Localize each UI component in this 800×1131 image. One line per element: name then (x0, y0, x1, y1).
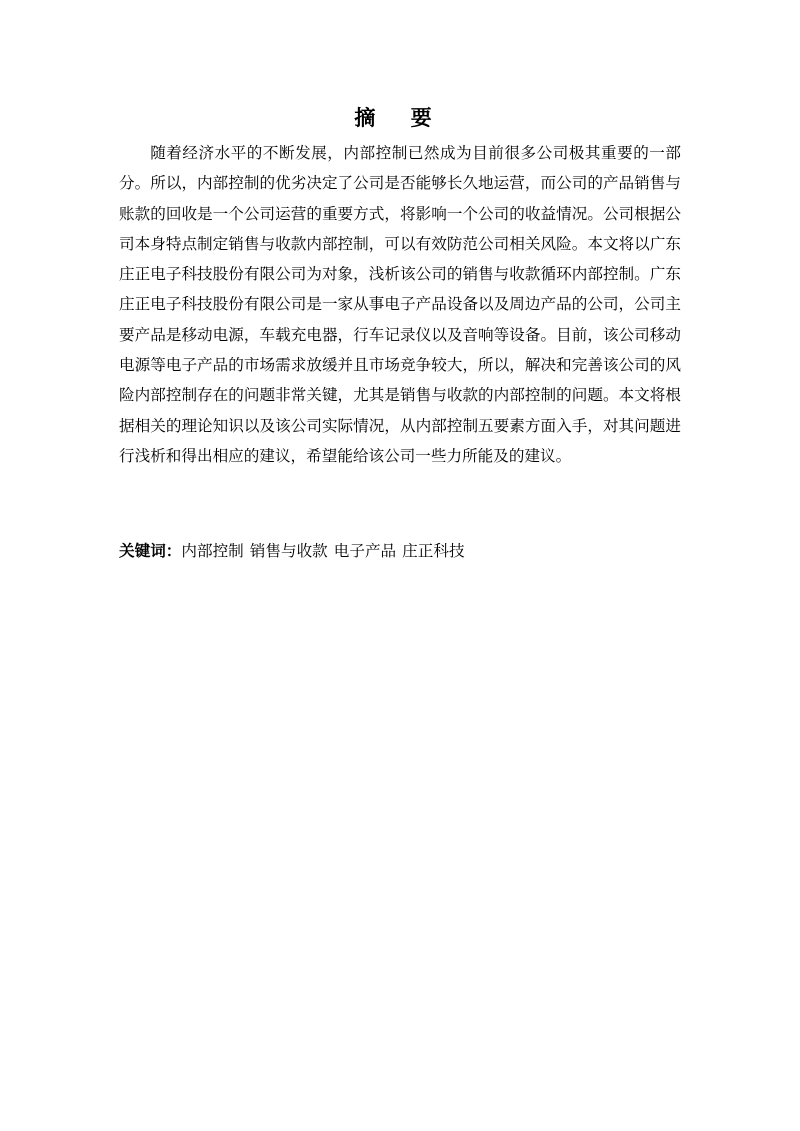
abstract-title: 摘 要 (354, 106, 446, 130)
keyword-item: 电子产品 (333, 542, 397, 560)
abstract-paragraph: 随着经济水平的不断发展，内部控制已然成为目前很多公司极其重要的一部分。所以，内部控制的优劣决定了公司是否能够长久地运营，而公司的产品销售与账款的回收是一个公司运营的重要方式，将影响一个公司的收益情况。公司根据公司本身特点制定销售与收款内部控制，可以有效防范公司相关风险。本文将以广东庄正电子科技股份有限公司为对象，浅析该公司的销售与收款循环内部控制。广东庄正电子科技股份有限公司是一家从事电子产品设备以及周边产品的公司，公司主要产品是移动电源，车载充电器，行车记录仪以及音响等设备。目前，该公司移动电源等电子产品的市场需求放缓并且市场竞争较大，所以，解决和完善该公司的风险内部控制存在的问题非常关键，尤其是销售与收款的内部控制的问题。本文将根据相关的理论知识以及该公司实际情况，从内部控制五要素方面入手，对其问题进行浅析和得出相应的建议，希望能给该公司一些力所能及的建议。 (119, 144, 681, 465)
keywords-label: 关键词： (119, 542, 182, 560)
keyword-item: 庄正科技 (402, 542, 465, 560)
keyword-item: 内部控制 (181, 542, 244, 560)
keywords-line (119, 536, 681, 566)
keyword-item: 销售与收款 (249, 542, 328, 560)
